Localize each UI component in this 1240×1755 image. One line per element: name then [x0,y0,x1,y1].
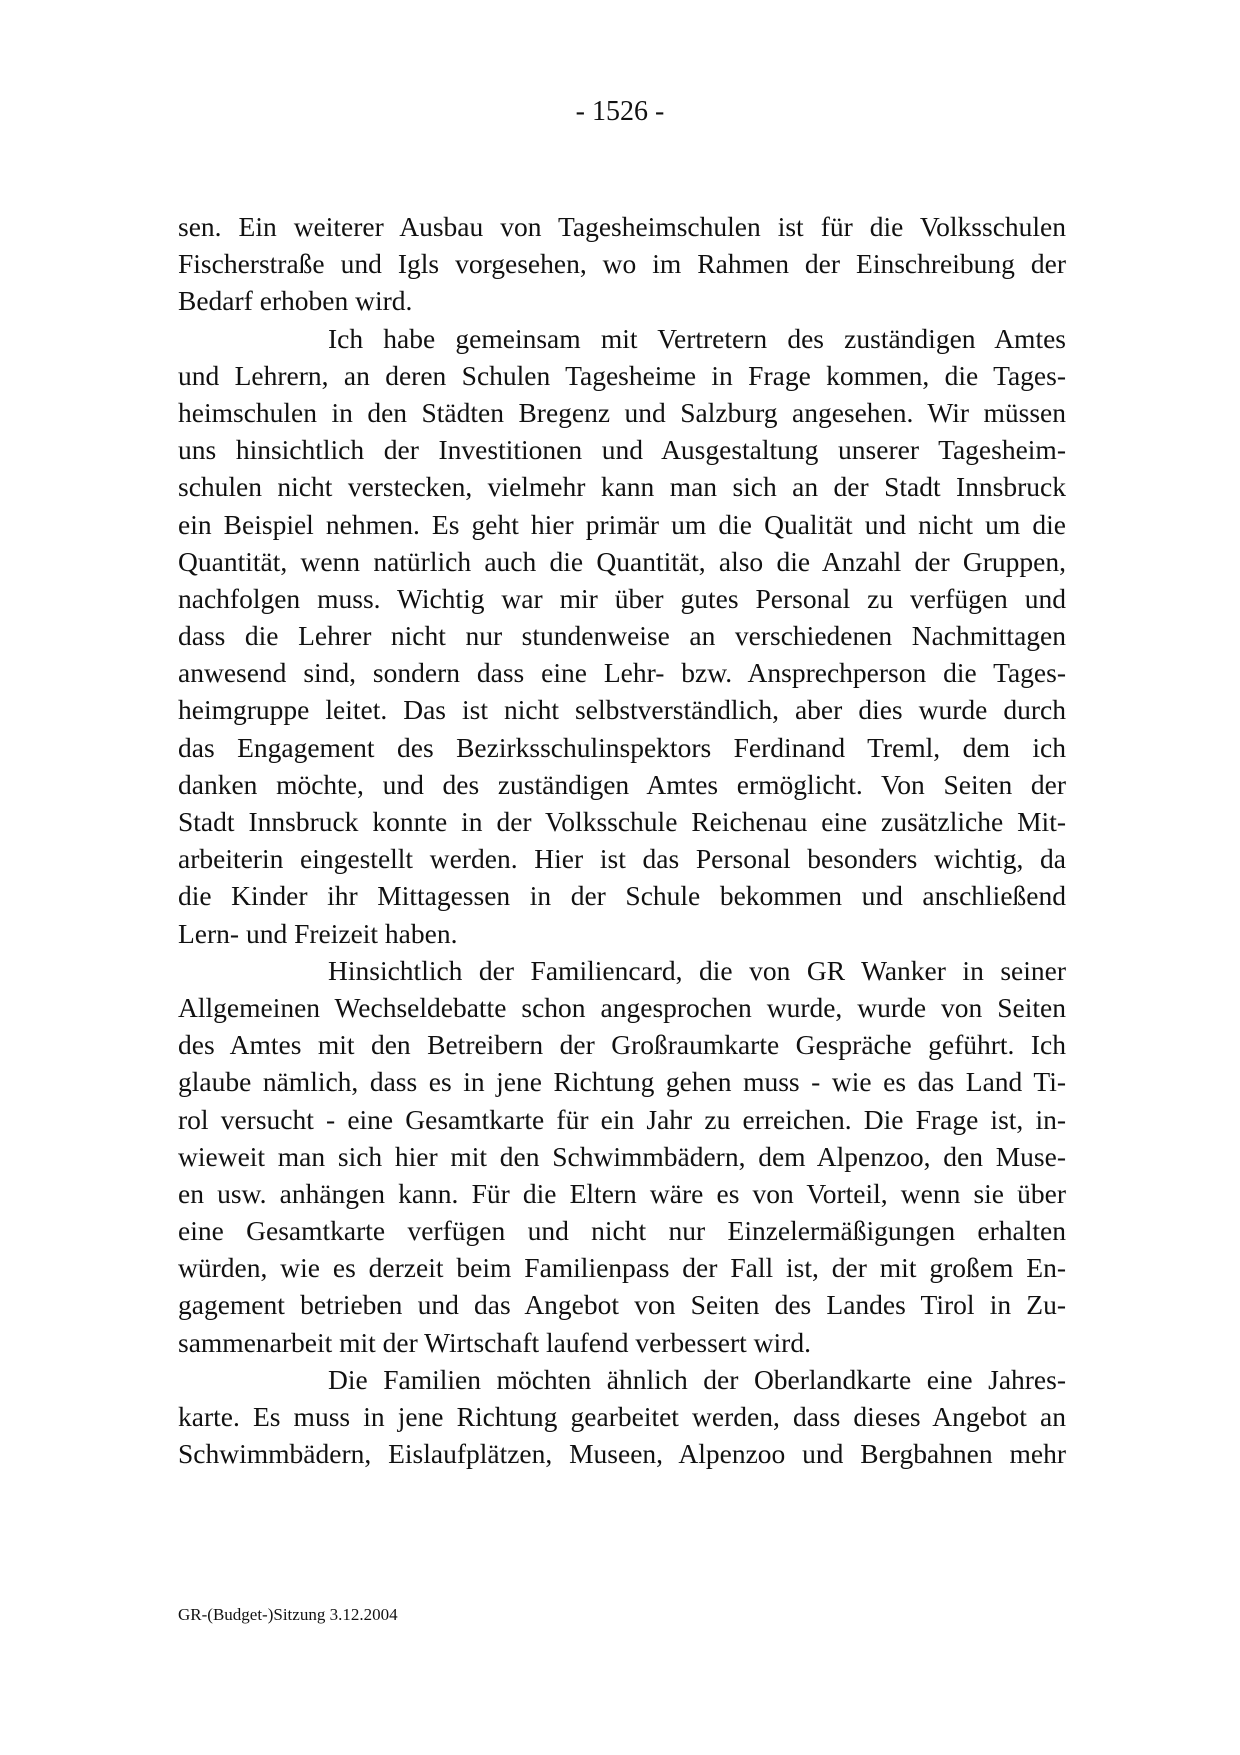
text-line: die Kinder ihr Mittagessen in der Schule bekommen und anschließend [178,880,1066,912]
text-line: Quantität, wenn natürlich auch die Quantität, also die Anzahl der Gruppen, [178,545,1066,577]
page-number: - 1526 - [575,96,665,127]
text-line: Allgemeinen Wechseldebatte schon angesprochen wurde, wurde von Seiten [178,991,1066,1023]
text-line: des Amtes mit den Betreibern der Großraumkarte Gespräche geführt. Ich [178,1029,1066,1061]
text-line: heimgruppe leitet. Das ist nicht selbstverständlich, aber dies wurde durch [178,694,1066,726]
text-line: glaube nämlich, dass es in jene Richtung gehen muss - wie es das Land Ti- [178,1066,1066,1098]
text-line: Fischerstraße und Igls vorgesehen, wo im Rahmen der Einschreibung der [178,248,1066,280]
text-line: würden, wie es derzeit beim Familienpass der Fall ist, der mit großem En- [178,1252,1066,1284]
text-line: Bedarf erhoben wird. [178,285,413,317]
text-line: schulen nicht verstecken, vielmehr kann man sich an der Stadt Innsbruck [178,471,1066,503]
text-line: das Engagement des Bezirksschulinspektors Ferdinand Treml, dem ich [178,731,1066,763]
text-line: Lern- und Freizeit haben. [178,917,458,949]
text-line: sen. Ein weiterer Ausbau von Tagesheimschulen ist für die Volksschulen [178,211,1066,242]
footer-session-label: GR-(Budget-)Sitzung 3.12.2004 [178,1605,398,1624]
text-line: sammenarbeit mit der Wirtschaft laufend verbessert wird. [178,1326,811,1358]
text-line: rol versucht - eine Gesamtkarte für ein Jahr zu erreichen. Die Frage ist, in- [178,1103,1066,1135]
text-line: en usw. anhängen kann. Für die Eltern wäre es von Vorteil, wenn sie über [178,1177,1066,1209]
text-line: Stadt Innsbruck konnte in der Volksschule Reichenau eine zusätzliche Mit- [178,806,1066,837]
text-line: wieweit man sich hier mit den Schwimmbädern, dem Alpenzoo, den Muse- [178,1140,1066,1172]
text-line: uns hinsichtlich der Investitionen und Ausgestaltung unserer Tagesheim- [178,434,1066,466]
text-line: Schwimmbädern, Eislaufplätzen, Museen, Alpenzoo und Bergbahnen mehr [178,1438,1066,1470]
body-text [178,208,1066,1472]
paragraph-start-line: Hinsichtlich der Familiencard, die von GR Wanker in seiner [328,954,1066,986]
text-line: eine Gesamtkarte verfügen und nicht nur Einzelermäßigungen erhalten [178,1215,1066,1247]
paragraph-start-line: Ich habe gemeinsam mit Vertretern des zuständigen Amtes [328,322,1066,354]
text-line: nachfolgen muss. Wichtig war mir über gutes Personal zu verfügen und [178,582,1066,614]
text-line: dass die Lehrer nicht nur stundenweise an verschiedenen Nachmittagen [178,620,1066,652]
text-line: heimschulen in den Städten Bregenz und Salzburg angesehen. Wir müssen [178,396,1066,428]
paragraph-start-line: Die Familien möchten ähnlich der Oberlandkarte eine Jahres- [328,1363,1066,1395]
text-line: karte. Es muss in jene Richtung gearbeitet werden, dass dieses Angebot an [178,1401,1066,1432]
text-line: gagement betrieben und das Angebot von Seiten des Landes Tirol in Zu- [178,1289,1066,1321]
text-line: und Lehrern, an deren Schulen Tagesheime in Frage kommen, die Tages- [178,359,1066,391]
text-line: ein Beispiel nehmen. Es geht hier primär um die Qualität und nicht um die [178,508,1066,540]
text-line: arbeiterin eingestellt werden. Hier ist das Personal besonders wichtig, da [178,843,1066,875]
text-line: danken möchte, und des zuständigen Amtes ermöglicht. Von Seiten der [178,768,1066,800]
text-line: anwesend sind, sondern dass eine Lehr- bzw. Ansprechperson die Tages- [178,657,1066,689]
